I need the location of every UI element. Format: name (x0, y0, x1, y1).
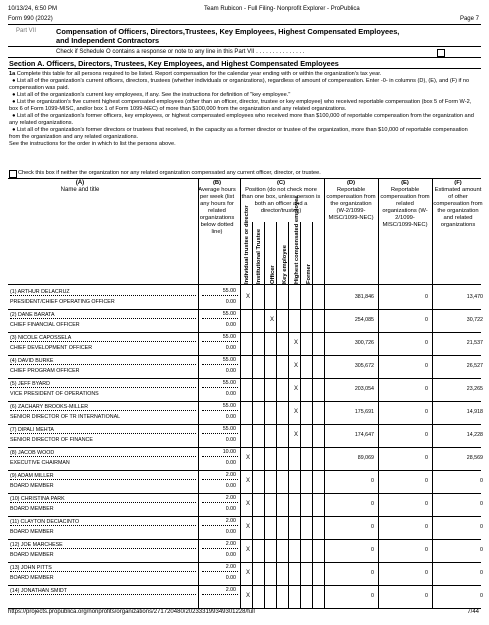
c-sub-institutional-trustee: Institutional Trustee (256, 228, 262, 284)
row-hours: 55.00 (222, 380, 236, 386)
row-hours-related: 0.00 (225, 575, 236, 581)
dotted-separator (202, 387, 238, 388)
section-a-heading: Section A. Officers, Directors, Trustees, Key Employees, and Highest Compensated Employees (9, 59, 339, 68)
row-divider (8, 378, 481, 379)
row-divider (8, 401, 481, 402)
row-name: (5) JEFF BYARD (10, 381, 50, 387)
print-url[interactable]: https://projects.propublica.org/nonprofits/organizations/271720480/202333199349301228/full (8, 609, 255, 615)
row-title: PRESIDENT/CHIEF OPERATING OFFICER (10, 299, 115, 305)
row-name: (14) JONATHAN SMIDT (10, 588, 67, 594)
comp-d-value: 254,085 (354, 317, 374, 323)
row-divider (8, 516, 481, 517)
row-title: BOARD MEMBER (10, 483, 54, 489)
dotted-separator (202, 571, 238, 572)
c-sub-individual-trustee: Individual trustee or director (244, 205, 250, 284)
row-divider (8, 332, 481, 333)
comp-d-value: 203,054 (354, 386, 374, 392)
comp-d-value: 305,672 (354, 363, 374, 369)
page-number: Page 7 (459, 16, 479, 22)
dotted-separator (10, 364, 196, 365)
row-title: CHIEF FINANCIAL OFFICER (10, 322, 80, 328)
row-name: (7) DIPALI MEHTA (10, 427, 54, 433)
dotted-separator (202, 594, 238, 595)
position-check-mark: X (294, 363, 299, 369)
no-compensation-text: Check this box if neither the organization nor any related organization compensated any current officer, director, or trustee. (18, 170, 321, 176)
position-check-mark: X (246, 455, 251, 461)
dotted-separator (10, 318, 196, 319)
row-hours: 55.00 (222, 357, 236, 363)
row-name: (13) JOHN PITTS (10, 565, 52, 571)
comp-f-value: 0 (480, 593, 483, 599)
row-name: (9) ADAM MILLER (10, 473, 54, 479)
print-page: 7/44 (467, 609, 479, 615)
dotted-separator (10, 433, 196, 434)
comp-d-value: 0 (371, 593, 374, 599)
row-title: BOARD MEMBER (10, 529, 54, 535)
comp-f-value: 14,228 (466, 432, 483, 438)
col-d-header: (D) Reportable compensation from the organization (W-2/1099-MISC/1099-NEC) (326, 180, 376, 221)
comp-e-value: 0 (425, 570, 428, 576)
position-check-mark: X (246, 547, 251, 553)
comp-f-value: 0 (480, 501, 483, 507)
comp-e-value: 0 (425, 386, 428, 392)
dotted-separator (202, 318, 238, 319)
row-hours: 2.00 (225, 587, 236, 593)
dotted-separator (202, 525, 238, 526)
row-hours-related: 0.00 (225, 437, 236, 443)
row-divider (8, 539, 481, 540)
row-hours: 2.00 (225, 518, 236, 524)
row-hours: 2.00 (225, 564, 236, 570)
dotted-separator (10, 594, 196, 595)
position-check-mark: X (246, 294, 251, 300)
dotted-separator (202, 479, 238, 480)
row-divider (8, 309, 481, 310)
row-title: SENIOR DIRECTOR OF TR INTERNATIONAL (10, 414, 121, 420)
comp-e-value: 0 (425, 340, 428, 346)
dotted-separator (202, 433, 238, 434)
row-hours: 55.00 (222, 403, 236, 409)
dotted-separator (202, 364, 238, 365)
row-title: BOARD MEMBER (10, 552, 54, 558)
row-hours-related: 0.00 (225, 299, 236, 305)
row-divider (8, 493, 481, 494)
row-hours: 2.00 (225, 495, 236, 501)
c-sub-key-employee: Key employee (282, 245, 288, 284)
row-title: BOARD MEMBER (10, 575, 54, 581)
row-hours-related: 0.00 (225, 552, 236, 558)
dotted-separator (10, 341, 196, 342)
row-hours-related: 0.00 (225, 529, 236, 535)
comp-f-value: 23,265 (466, 386, 483, 392)
dotted-separator (10, 571, 196, 572)
row-title: SENIOR DIRECTOR OF FINANCE (10, 437, 93, 443)
row-hours-related: 0.00 (225, 345, 236, 351)
dotted-separator (202, 341, 238, 342)
comp-e-value: 0 (425, 524, 428, 530)
row-hours: 2.00 (225, 472, 236, 478)
comp-f-value: 0 (480, 570, 483, 576)
dotted-separator (202, 410, 238, 411)
c-sub-highest-compensated: Highest compensated employee (294, 195, 300, 284)
row-hours-related: 0.00 (225, 483, 236, 489)
row-title: BOARD MEMBER (10, 506, 54, 512)
dotted-separator (10, 525, 196, 526)
row-divider (8, 562, 481, 563)
comp-f-value: 13,470 (466, 294, 483, 300)
row-name: (6) ZACHARY BROOKS-MILLER (10, 404, 89, 410)
row-name: (4) DAVID BURKE (10, 358, 54, 364)
row-hours-related: 0.00 (225, 322, 236, 328)
position-check-mark: X (270, 317, 275, 323)
comp-d-value: 0 (371, 570, 374, 576)
dotted-separator (10, 479, 196, 480)
row-hours-related: 0.00 (225, 368, 236, 374)
position-check-mark: X (294, 432, 299, 438)
row-name: (2) DANE BARATA (10, 312, 55, 318)
position-check-mark: X (246, 524, 251, 530)
comp-d-value: 175,691 (354, 409, 374, 415)
row-hours-related: 0.00 (225, 391, 236, 397)
dotted-separator (10, 295, 196, 296)
dotted-separator (10, 502, 196, 503)
comp-e-value: 0 (425, 317, 428, 323)
col-c-header: (C) Position (do not check more than one box, unless person is both an officer and a director/trustee) (241, 180, 321, 214)
comp-e-value: 0 (425, 409, 428, 415)
comp-f-value: 14,918 (466, 409, 483, 415)
comp-d-value: 300,726 (354, 340, 374, 346)
dotted-separator (10, 456, 196, 457)
dotted-separator (202, 502, 238, 503)
row-hours: 55.00 (222, 334, 236, 340)
row-title: CHIEF DEVELOPMENT OFFICER (10, 345, 93, 351)
print-title: Team Rubicon - Full Filing- Nonprofit Explorer - ProPublica (204, 6, 360, 12)
comp-d-value: 0 (371, 547, 374, 553)
row-divider (8, 424, 481, 425)
position-check-mark: X (294, 340, 299, 346)
position-check-mark: X (294, 386, 299, 392)
row-hours: 55.00 (222, 311, 236, 317)
row-name: (8) JACOB WOOD (10, 450, 55, 456)
col-f-header: (F) Estimated amount of other compensation from the organization and related organizations (433, 180, 483, 228)
comp-d-value: 89,069 (357, 455, 374, 461)
col-e-header: (E) Reportable compensation from related organizations (W-2/1099-MISC/1099-NEC) (380, 180, 430, 228)
dotted-separator (10, 387, 196, 388)
comp-e-value: 0 (425, 455, 428, 461)
row-hours-related: 0.00 (225, 414, 236, 420)
comp-d-value: 0 (371, 501, 374, 507)
comp-e-value: 0 (425, 432, 428, 438)
row-name: (10) CHRISTINA PARK (10, 496, 65, 502)
comp-f-value: 26,527 (466, 363, 483, 369)
row-divider (8, 355, 481, 356)
comp-f-value: 30,722 (466, 317, 483, 323)
comp-d-value: 381,846 (354, 294, 374, 300)
row-name: (1) ARTHUR DELACRUZ (10, 289, 70, 295)
comp-d-value: 174,647 (354, 432, 374, 438)
row-divider (8, 447, 481, 448)
part-title: Compensation of Officers, Directors,Trustees, Key Employees, Highest Compensated Employees, and Independent Contractors (56, 27, 400, 45)
row-title: VICE PRESIDENT OF OPERATIONS (10, 391, 99, 397)
comp-f-value: 0 (480, 524, 483, 530)
comp-e-value: 0 (425, 363, 428, 369)
comp-d-value: 0 (371, 524, 374, 530)
row-divider (8, 585, 481, 586)
row-hours: 55.00 (222, 426, 236, 432)
row-name: (11) CLAYTON DECIACINTO (10, 519, 80, 525)
part-label: Part VII (16, 28, 37, 34)
position-check-mark: X (246, 593, 251, 599)
row-hours-related: 0.00 (225, 506, 236, 512)
comp-f-value: 0 (480, 478, 483, 484)
row-name: (3) NICOLE CAPOSSELA (10, 335, 72, 341)
instructions: 1a Complete this table for all persons required to be listed. Report compensation for the calendar year ending with or within the organization's tax year. ● List all of the organization's current officers, directors, trustees (whether individuals or organizations), regardless of amount of compensation. Enter -0- in columns (D), (E), and (F) if no compensation was paid. ● List all of the organization's current key employees, if any. See the instructions for definition of "key employee." ● List the organization's five current highest compensated employees (other than an officer, director, trustee or key employee) who received reportable compensation (box 5 of Form W-2, box 6 of Form 1099-MISC, and/or box 1 of Form 1099-NEC) of more than $100,000 from the organization and any related organizations. ● List all of the organization's former officers, key employees, or highest compensated employees who received more than $100,000 of reportable compensation from the organization and any related organizations. ● List all of the organization's former directors or trustees that received, in the capacity as a former director or trustee of the organization, more than $10,000 of reportable compensation from the organization and any related organizations. See the instructions for the order in which to list the persons above. (9, 71, 474, 147)
row-title: CHIEF PROGRAM OFFICER (10, 368, 80, 374)
comp-f-value: 28,569 (466, 455, 483, 461)
comp-e-value: 0 (425, 593, 428, 599)
position-check-mark: X (246, 570, 251, 576)
schedule-o-checkbox[interactable] (437, 49, 445, 57)
comp-e-value: 0 (425, 547, 428, 553)
print-datetime: 10/13/24, 6:50 PM (8, 6, 58, 12)
form-id: Form 990 (2022) (8, 16, 53, 22)
dotted-separator (10, 410, 196, 411)
col-b-header: (B) Average hours per week (list any hours for related organizations below dotted line) (198, 180, 236, 235)
comp-e-value: 0 (425, 294, 428, 300)
row-hours-related: 0.00 (225, 460, 236, 466)
row-hours: 55.00 (222, 288, 236, 294)
position-check-mark: X (294, 409, 299, 415)
row-divider (8, 470, 481, 471)
comp-f-value: 0 (480, 547, 483, 553)
no-compensation-checkbox[interactable] (9, 170, 17, 178)
dotted-separator (202, 548, 238, 549)
c-sub-former: Former (306, 264, 312, 284)
row-name: (12) JOE MARCHESE (10, 542, 63, 548)
schedule-o-check-text: Check if Schedule O contains a response or note to any line in this Part VII . . . . . . . . . . . . . . . (56, 49, 305, 55)
col-a-header: (A) Name and title (60, 180, 100, 193)
comp-e-value: 0 (425, 478, 428, 484)
comp-d-value: 0 (371, 478, 374, 484)
comp-f-value: 21,537 (466, 340, 483, 346)
dotted-separator (10, 548, 196, 549)
dotted-separator (202, 456, 238, 457)
dotted-separator (202, 295, 238, 296)
row-title: EXECUTIVE CHAIRMAN (10, 460, 70, 466)
position-check-mark: X (246, 478, 251, 484)
comp-e-value: 0 (425, 501, 428, 507)
c-sub-officer: Officer (270, 265, 276, 284)
row-hours: 10.00 (222, 449, 236, 455)
position-check-mark: X (246, 501, 251, 507)
row-hours: 2.00 (225, 541, 236, 547)
